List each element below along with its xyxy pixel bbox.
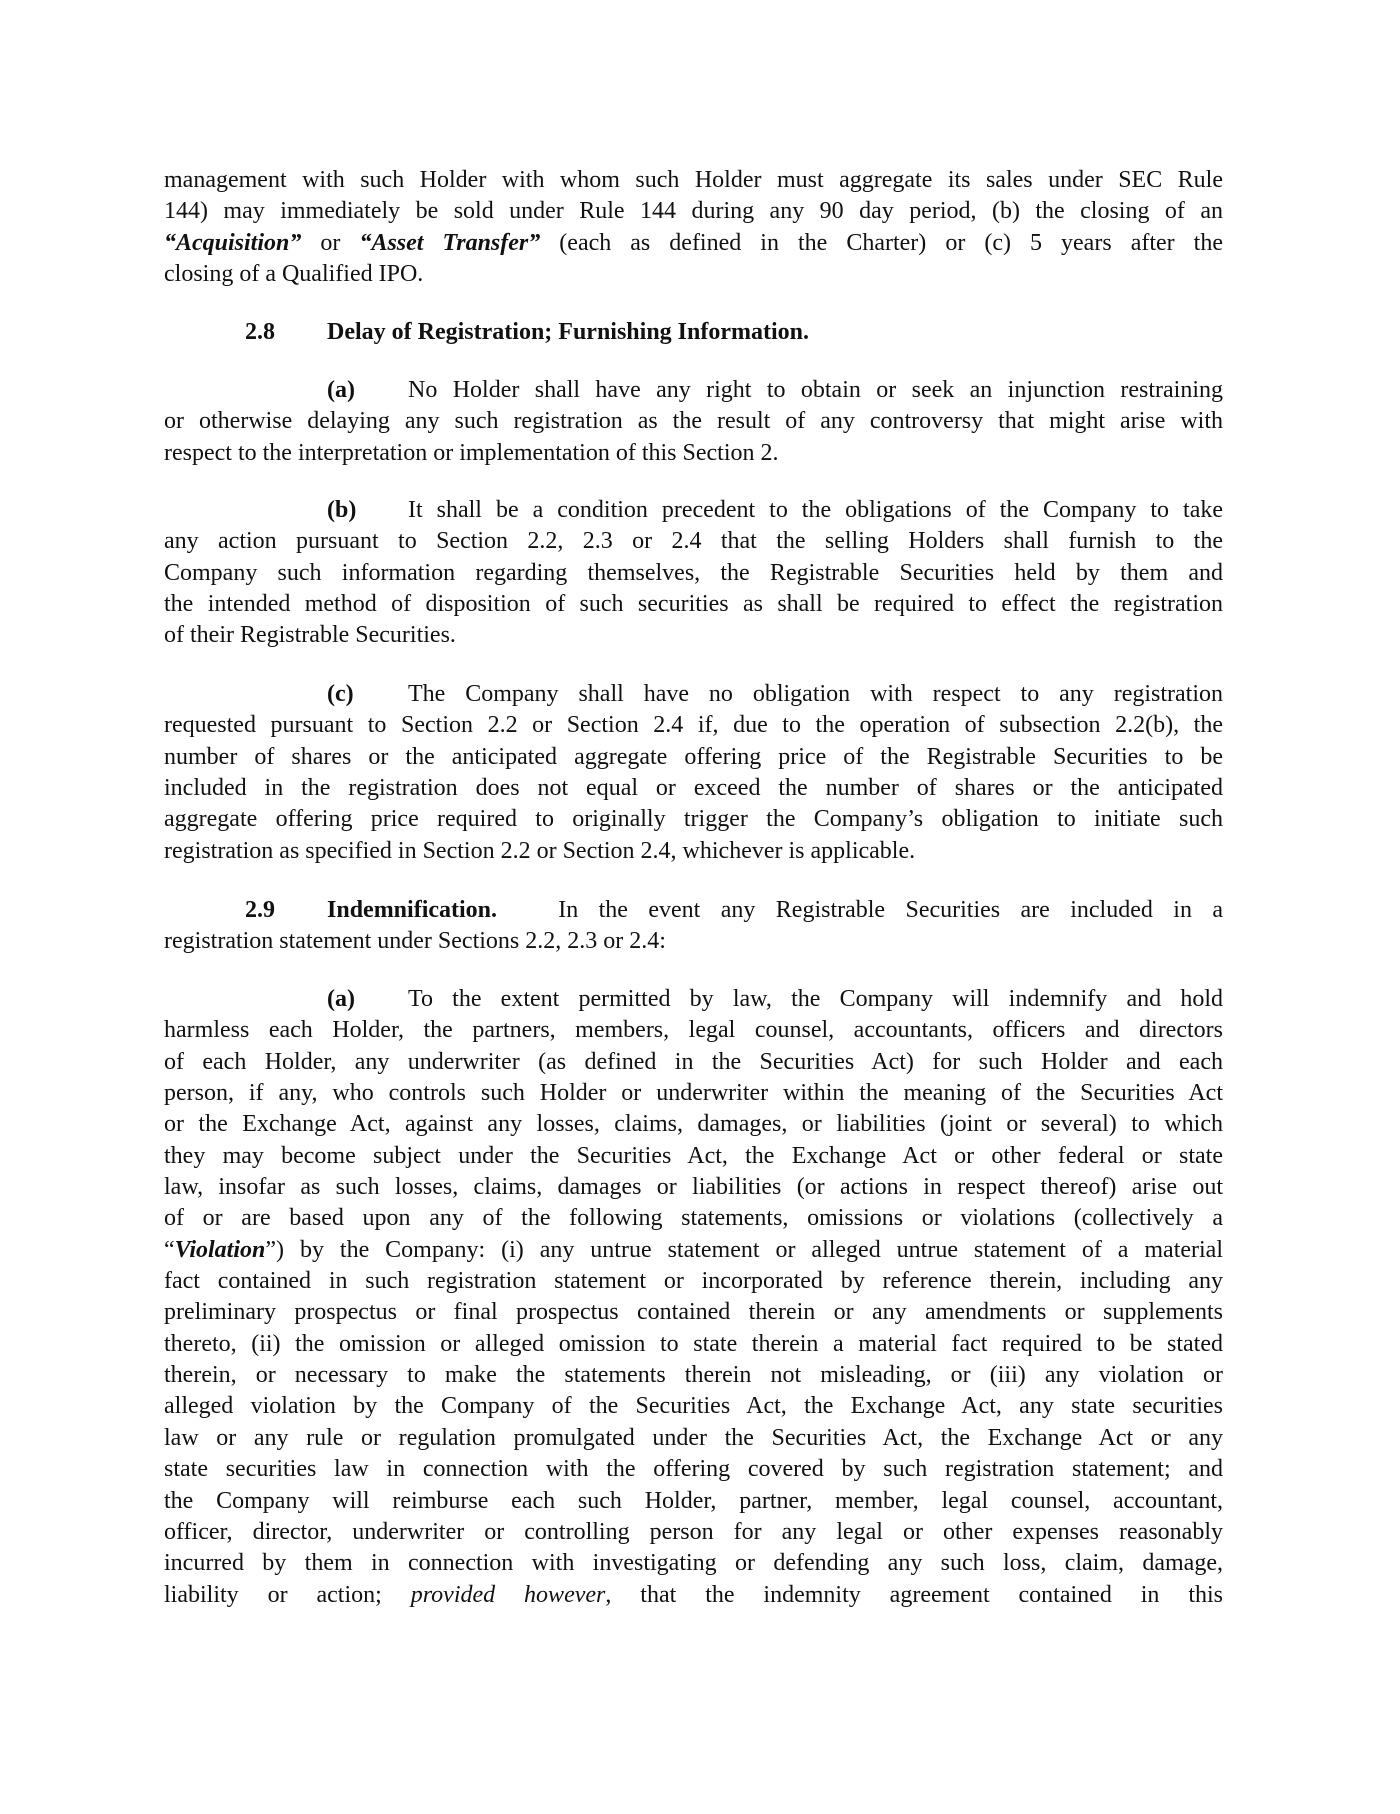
section-2-8-c (164, 679, 1223, 867)
text-line: aggregate offering price required to originally trigger the Company’s obligation to initiate such (164, 806, 1223, 833)
line-text: No Holder shall have any right to obtain or seek an injunction restraining (408, 377, 1223, 403)
text-line: thereto, (ii) the omission or alleged omission to state therein a material fact required to be stated (164, 1330, 1223, 1357)
text-line: of each Holder, any underwriter (as defined in the Securities Act) for such Holder and each (164, 1048, 1223, 1075)
text-line: preliminary prospectus or final prospectus contained therein or any amendments or supplements (164, 1299, 1223, 1326)
text-line: number of shares or the anticipated aggregate offering price of the Registrable Securities to be (164, 743, 1223, 770)
first-line (164, 984, 1223, 1015)
text-segment: ”) by the Company: (i) any untrue statement or alleged untrue statement of a material (265, 1236, 1223, 1263)
first-line (164, 679, 1223, 710)
section-heading-line (164, 895, 1223, 926)
subsection-label: (c) (327, 681, 354, 707)
emphasized-term: “Asset Transfer” (359, 229, 541, 256)
text-line: of their Registrable Securities. (164, 622, 456, 649)
text-segment: , that the indemnity agreement contained in this (605, 1581, 1223, 1608)
text-line: therein, or necessary to make the statements therein not misleading, or (iii) any violation or (164, 1362, 1223, 1389)
text-line (164, 228, 1223, 259)
text-line (164, 1580, 1223, 1611)
text-line: registration statement under Sections 2.2, 2.3 or 2.4: (164, 928, 666, 955)
text-line: closing of a Qualified IPO. (164, 261, 424, 288)
text-line: law or any rule or regulation promulgated under the Securities Act, the Exchange Act or any (164, 1424, 1223, 1451)
text-segment: or (301, 229, 360, 256)
text-line: incurred by them in connection with investigating or defending any such loss, claim, damage, (164, 1550, 1223, 1577)
section-2-9-heading (164, 895, 1223, 958)
text-line: Company such information regarding themselves, the Registrable Securities held by them and (164, 559, 1223, 586)
text-line: state securities law in connection with the offering covered by such registration statement; and (164, 1456, 1223, 1483)
emphasized-term: provided however (410, 1581, 606, 1608)
section-number: 2.9 (245, 897, 275, 923)
subsection-label: (b) (327, 497, 357, 523)
emphasized-term: Violation (174, 1236, 266, 1263)
text-line: respect to the interpretation or implementation of this Section 2. (164, 439, 779, 466)
first-line (164, 495, 1223, 526)
text-line: management with such Holder with whom such Holder must aggregate its sales under SEC Rule (164, 167, 1223, 193)
text-segment: (each as defined in the Charter) or (c) 5 years after the (540, 229, 1223, 256)
text-line: any action pursuant to Section 2.2, 2.3 or 2.4 that the selling Holders shall furnish to the (164, 528, 1223, 555)
text-line: officer, director, underwriter or controlling person for any legal or other expenses reasonably (164, 1518, 1223, 1545)
text-segment: liability or action; (164, 1581, 411, 1608)
section-2-8-a (164, 375, 1223, 469)
section-2-9-a (164, 984, 1223, 1611)
text-line: alleged violation by the Company of the Securities Act, the Exchange Act, any state securities (164, 1393, 1223, 1420)
subsection-label: (a) (327, 986, 355, 1012)
text-line: the intended method of disposition of such securities as shall be required to effect the registration (164, 591, 1223, 618)
text-line: harmless each Holder, the partners, members, legal counsel, accountants, officers and directors (164, 1017, 1223, 1044)
emphasized-term: “Acquisition” (164, 229, 302, 256)
subsection-label: (a) (327, 377, 355, 403)
text-line: the Company will reimburse each such Holder, partner, member, legal counsel, accountant, (164, 1487, 1223, 1514)
text-line: or the Exchange Act, against any losses, claims, damages, or liabilities (joint or several) to which (164, 1111, 1223, 1138)
first-line (164, 375, 1223, 406)
heading-trailing-text: In the event any Registrable Securities are included in a (558, 897, 1224, 923)
text-line: registration as specified in Section 2.2 or Section 2.4, whichever is applicable. (164, 837, 916, 864)
section-2-8-heading (164, 317, 1223, 348)
section-heading-line (164, 317, 1223, 348)
section-title: Delay of Registration; Furnishing Information. (327, 319, 809, 345)
text-line: included in the registration does not equal or exceed the number of shares or the anticipated (164, 775, 1223, 802)
section-number: 2.8 (245, 319, 275, 345)
heading-line-text (327, 895, 1223, 926)
line-text: It shall be a condition precedent to the obligations of the Company to take (408, 497, 1223, 523)
paragraph-2-7-continuation (164, 165, 1223, 290)
text-line: 144) may immediately be sold under Rule 144 during any 90 day period, (b) the closing of an (164, 198, 1223, 225)
text-line: law, insofar as such losses, claims, damages or liabilities (or actions in respect thereof) arise out (164, 1174, 1223, 1201)
heading-line-text (327, 317, 1223, 348)
text-line: or otherwise delaying any such registration as the result of any controversy that might arise with (164, 408, 1223, 435)
text-line: fact contained in such registration statement or incorporated by reference therein, including any (164, 1268, 1223, 1295)
text-line: they may become subject under the Securities Act, the Exchange Act or other federal or state (164, 1142, 1223, 1169)
text-segment: “ (164, 1236, 175, 1263)
section-title: Indemnification. (327, 897, 498, 923)
line-text: To the extent permitted by law, the Company will indemnify and hold (408, 986, 1223, 1012)
line-text: The Company shall have no obligation with respect to any registration (408, 681, 1223, 707)
text-line: person, if any, who controls such Holder or underwriter within the meaning of the Securities Act (164, 1080, 1223, 1107)
text-line: of or are based upon any of the following statements, omissions or violations (collectively a (164, 1205, 1223, 1232)
text-line (164, 1235, 1223, 1266)
text-line: requested pursuant to Section 2.2 or Section 2.4 if, due to the operation of subsection 2.2(b), the (164, 712, 1223, 739)
section-2-8-b (164, 495, 1223, 652)
